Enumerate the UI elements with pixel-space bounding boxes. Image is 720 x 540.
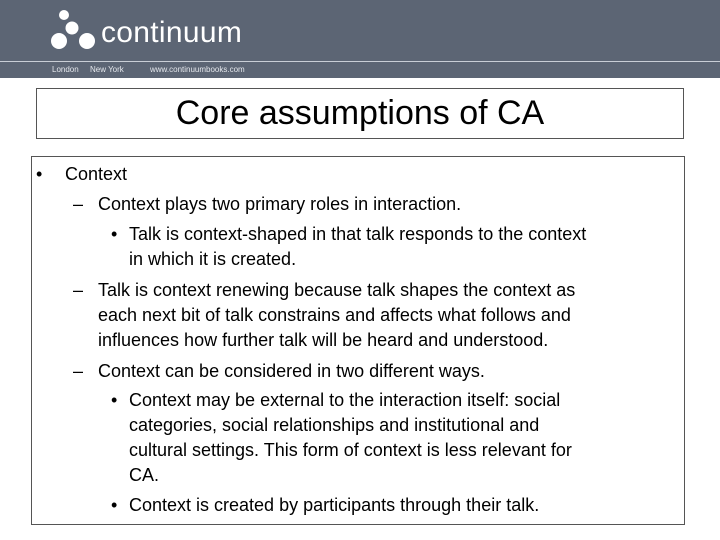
header-link-london[interactable]: London [52,65,79,74]
bullet-text: Context is created by participants through their talk. [129,495,540,515]
publisher-header [0,0,720,78]
bullet-text: Context can be considered in two different ways. [98,361,485,381]
level3-bullet-marker: • [111,495,118,515]
bullet-text: cultural settings. This form of context is less relevant for [129,440,572,460]
bullet-text: Talk is context renewing because talk shapes the context as [98,280,576,300]
header-link-new-york[interactable]: New York [90,65,124,74]
level3-bullet-marker: • [111,390,118,410]
continuum-logo-icon [50,8,98,52]
header-link-website[interactable]: www.continuumbooks.com [150,65,245,74]
level1-bullet-marker: • [36,164,43,184]
header-divider [0,61,720,62]
bullet-text: Context plays two primary roles in interaction. [98,194,462,214]
publisher-logo-text: continuum [101,16,243,49]
level3-bullet-marker: • [111,224,118,244]
slide-content [31,156,685,525]
bullet-text: in which it is created. [129,249,297,269]
level2-dash-marker: – [73,361,84,381]
bullet-text: influences how further talk will be heard and understood. [98,330,549,350]
bullet-text: Context [65,164,128,184]
bullet-text: Talk is context-shaped in that talk responds to the context [129,224,587,244]
level2-dash-marker: – [73,194,84,214]
slide-title: Core assumptions of CA [36,88,684,139]
bullet-text: Context may be external to the interaction itself: social [129,390,561,410]
bullet-text: categories, social relationships and institutional and [129,415,540,435]
level2-dash-marker: – [73,280,84,300]
bullet-text: CA. [129,465,160,485]
bullet-text: each next bit of talk constrains and affects what follows and [98,305,571,325]
